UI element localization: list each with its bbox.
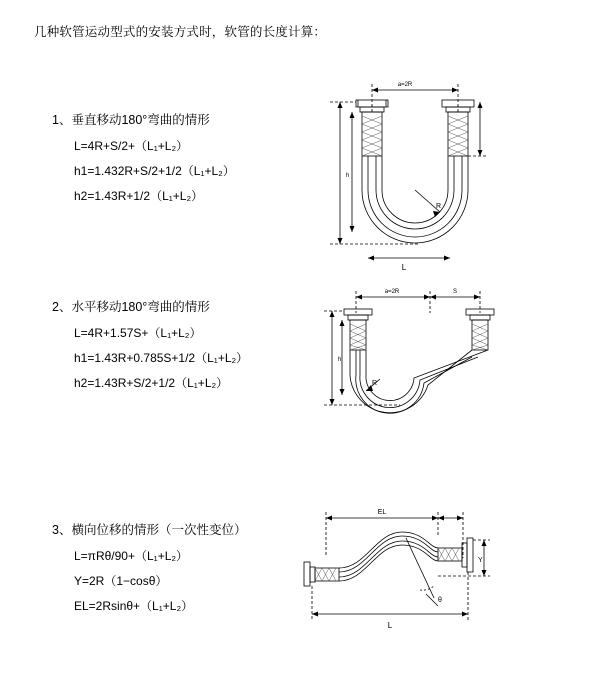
section-3-title: 3、横向位移的情形（一次性变位） xyxy=(52,523,247,537)
fig2-label-top-dim: a=2R xyxy=(384,289,400,295)
section-1-text xyxy=(52,110,292,212)
section-2-formula-2: h1=1.43R+0.785S+1/2（L₁+L₂） xyxy=(74,351,249,365)
section-3-formula-2: Y=2R（1−cosθ） xyxy=(74,574,168,588)
lateral-offset-svg xyxy=(288,502,498,632)
fig3-label-top-dim: EL xyxy=(377,509,387,516)
fig3-label-offset: Y xyxy=(478,557,483,564)
fig2-label-height: h xyxy=(338,357,342,363)
section-2-formula-1: L=4R+1.57S+（L₁+L₂） xyxy=(74,326,202,340)
intro-text: 几种软管运动型式的安装方式时，软管的长度计算： xyxy=(34,25,327,39)
horizontal-180-bend-svg xyxy=(300,279,500,439)
figure-lateral-offset xyxy=(288,502,498,637)
fig1-label-height: h xyxy=(346,173,350,179)
fig1-label-length: L xyxy=(401,263,407,272)
fig2-label-radius: R xyxy=(372,380,378,387)
section-1-title: 1、垂直移动180°弯曲的情形 xyxy=(52,113,210,127)
figure-horizontal-180 xyxy=(300,279,500,444)
fig3-label-angle: θ xyxy=(438,597,442,604)
fig3-label-length: L xyxy=(387,621,393,630)
section-1-formula-3: h2=1.43R+1/2（L₁+L₂） xyxy=(74,189,204,203)
section-1-formula-2: h1=1.432R+S/2+1/2（L₁+L₂） xyxy=(74,164,235,178)
fig1-label-top-dim: a=2R xyxy=(397,82,413,88)
vertical-180-bend-svg xyxy=(300,72,490,272)
section-1-formula-1: L=4R+S/2+（L₁+L₂） xyxy=(74,139,189,153)
section-3-formula-3: EL=2Rsinθ+（L₁+L₂） xyxy=(74,599,194,613)
section-2-formula-3: h2=1.43R+S/2+1/2（L₁+L₂） xyxy=(74,376,229,390)
fig1-label-radius: R xyxy=(436,203,442,210)
figure-vertical-180 xyxy=(300,72,490,277)
section-2-text xyxy=(52,297,292,399)
section-3-text xyxy=(52,520,292,622)
section-2-title: 2、水平移动180°弯曲的情形 xyxy=(52,300,210,314)
fig2-label-side-dim: S xyxy=(452,289,458,295)
section-3-formula-1: L=πRθ/90+（L₁+L₂） xyxy=(74,549,189,563)
